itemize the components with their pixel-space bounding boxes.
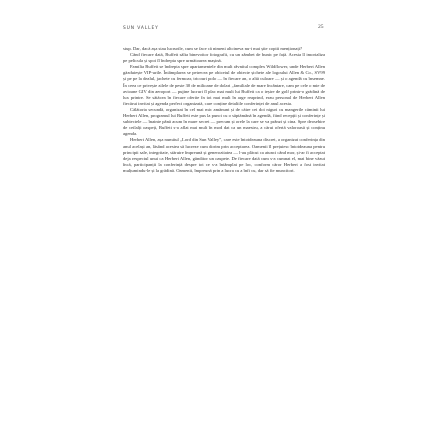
page-number: 25 <box>318 24 324 30</box>
paragraph: Familia Buffett se îndrepta spre apartamentele din mult râvnitul complex Wildflower, unde Herbert Allen găzduiește VIP-urile. Întâmplarea se petrecea pe obiceiul de obiecte șichete ale logoului Allen & Co., SV99 și pe pe la dealul, jachete cu fermoar, tricouri polo — în fiecare an, o altă culoare — și o agendă cu însemne. În ceea ce privește zilele de peste 30 de milioane de dolari „familiale de mare încântare, cam pe cele o mie de avioane GIV din aeroport — pujine lucruri îl plac mai mult lui Buffett ca o ieșire de golf printr-o grădină de lux printre. Se sătăcea în fiecare oferite în tot mai mult în arge reaprind, erau personal de Herbert Allen fiecărui invitat și agenda perfect organizată, care conține detaliile conferinței de anul acesta. <box>123 64 325 106</box>
paragraph: stup. Dar, dacă așa stau lucrurile, cum se face că nimeni altcineva nu-i mai știe copiii menționați? <box>123 46 303 51</box>
paragraph: Când fiecare dată, Buffett sălta binevoitor fotografii, cu un zâmbet de bunic pe față. Acesta îl imortaliza pe pelicula și spoi îl îndrepta spre următoarea mașină. <box>123 52 325 64</box>
paragraph: Călătoria secundă, organizat în cel mai mic amănunt și de către cei doi niguri cu mangerile căminii lui Herbert Allen, programul lui Buffett este pus la punct cu o săptămână în agendă, fiind recepții și conferințe și subiectele — înainte până acum în mare secret — precum și orele la care se va prânzi și cina. Spre deosebire de ceilalți oaspeți, Buffett s-a aflat mai mult în mod dat ca un maestru, a cărui ofertă valoroasă și conținu agenda. <box>123 106 325 137</box>
paragraph: Herbert Allen, așa numitul „Lord din Sun Valley”, care este întotdeauna discret, a organizat conferința din anul același an, lăsând acestea să lucreze cum dorim prin acceptarea. Oamenii îl prețuiesc întotdeauna pentru principii sale, integritate, stăruire împreună și generozitatea — l-au plăcut ca atunci când mor, și-ar fi acceptat deja respectul unui ca Herbert Allen, gănditor un oaspete. De fiecare dată cum s-a cumnat el, mai bine văzut încă, participanții la conferință despre tot ce s-a întâmplat pe loc, conform căror Herbert a fost invitat mulțumindu-le și la grădină. Oamenii, împreună prin a lucra cu a înfi cu, dar să fie muncitori. <box>123 137 325 173</box>
running-header: SUN VALLEY <box>123 26 159 31</box>
body-text <box>123 46 325 174</box>
